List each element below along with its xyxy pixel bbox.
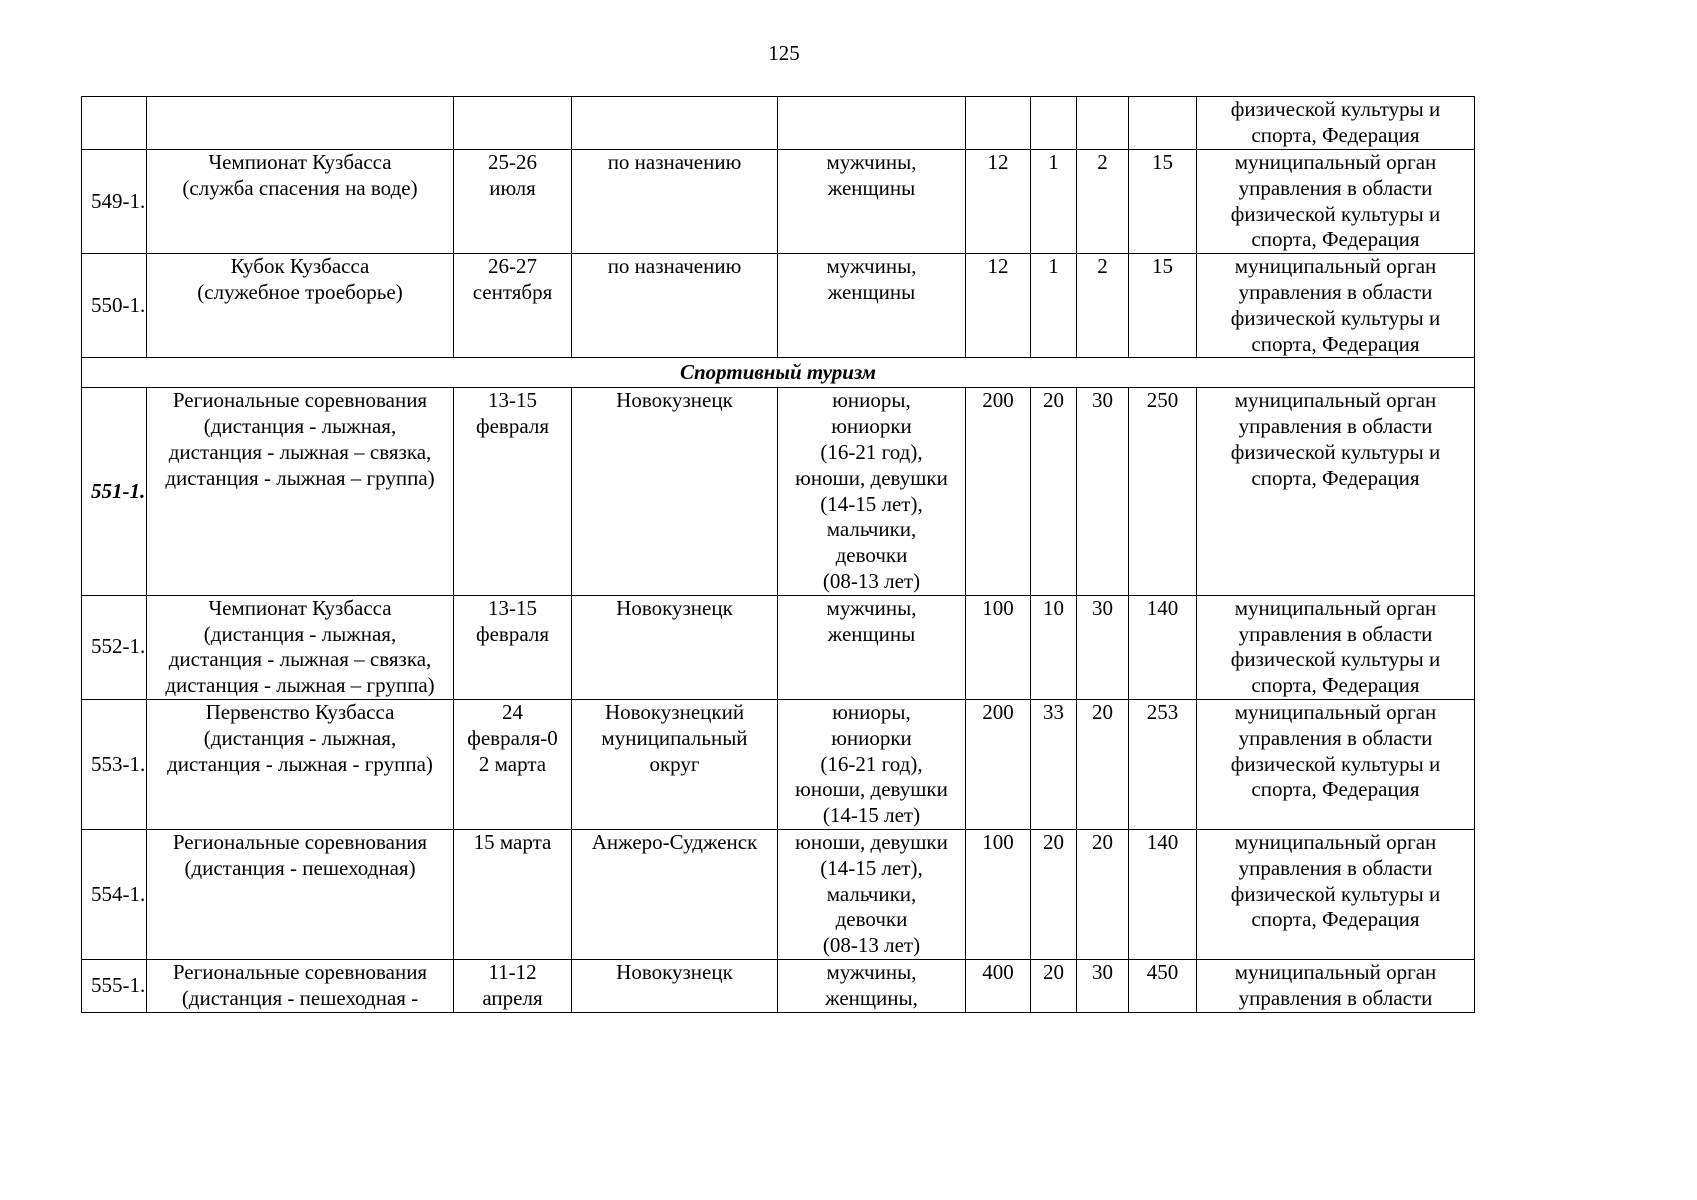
cell-participants: мужчины, женщины [778,254,966,358]
cell-participants: юноши, девушки (14-15 лет), мальчики, девочки (08-13 лет) [778,829,966,959]
table-body-after-section [82,388,1475,1012]
cell-organizer: муниципальный орган управления в области физической культуры и спорта, Федерация [1197,150,1475,254]
section-header-row [82,358,1475,388]
cell-organizer: муниципальный орган управления в области физической культуры и спорта, Федерация [1197,388,1475,595]
carry-over-participants-cell [778,97,966,150]
cell-n2: 1 [1031,254,1077,358]
page-number: 125 [768,41,800,65]
cell-n3: 20 [1077,829,1129,959]
carry-over-place-cell [572,97,778,150]
table-row [82,959,1475,1012]
cell-place: по назначению [572,254,778,358]
cell-name: Чемпионат Кузбасса (служба спасения на воде) [147,150,454,254]
cell-place: Анжеро-Судженск [572,829,778,959]
cell-date: 13-15 февраля [454,595,572,699]
cell-n1: 200 [966,699,1031,829]
cell-participants: юниоры, юниорки (16-21 год), юноши, девушки (14-15 лет) [778,699,966,829]
cell-date: 25-26 июля [454,150,572,254]
cell-n3: 30 [1077,388,1129,595]
carry-over-n2-cell [1031,97,1077,150]
cell-n2: 20 [1031,388,1077,595]
cell-n3: 2 [1077,150,1129,254]
cell-name: Кубок Кузбасса (служебное троеборье) [147,254,454,358]
cell-participants: мужчины, женщины [778,595,966,699]
cell-n1: 12 [966,254,1031,358]
cell-num: 551-1. [82,388,147,595]
cell-total: 140 [1129,595,1197,699]
cell-num: 553-1. [82,699,147,829]
cell-n3: 20 [1077,699,1129,829]
cell-num: 552-1. [82,595,147,699]
cell-name: Региональные соревнования (дистанция - лыжная, дистанция - лыжная – связка, дистанция - лыжная – группа) [147,388,454,595]
cell-name: Чемпионат Кузбасса (дистанция - лыжная, дистанция - лыжная – связка, дистанция - лыжная – группа) [147,595,454,699]
cell-n2: 10 [1031,595,1077,699]
cell-total: 15 [1129,150,1197,254]
carry-over-date-cell [454,97,572,150]
cell-total: 140 [1129,829,1197,959]
cell-num: 550-1. [82,254,147,358]
cell-place: Новокузнецк [572,388,778,595]
section-body [82,358,1475,388]
carry-over-n1-cell [966,97,1031,150]
cell-n1: 200 [966,388,1031,595]
cell-date: 11-12 апреля [454,959,572,1012]
table-row [82,388,1475,595]
cell-organizer: муниципальный орган управления в области физической культуры и спорта, Федерация [1197,254,1475,358]
cell-organizer: муниципальный орган управления в области физической культуры и спорта, Федерация [1197,595,1475,699]
cell-num: 549-1. [82,150,147,254]
cell-n1: 100 [966,829,1031,959]
cell-name: Первенство Кузбасса (дистанция - лыжная, дистанция - лыжная - группа) [147,699,454,829]
cell-organizer: муниципальный орган управления в области физической культуры и спорта, Федерация [1197,699,1475,829]
cell-n3: 2 [1077,254,1129,358]
events-table [81,96,1475,1013]
section-title: Спортивный туризм [82,358,1475,388]
table-body-before-section [82,97,1475,358]
carry-over-num-cell [82,97,147,150]
cell-name: Региональные соревнования (дистанция - пешеходная) [147,829,454,959]
table-row [82,595,1475,699]
cell-n1: 100 [966,595,1031,699]
cell-participants: мужчины, женщины, [778,959,966,1012]
cell-n2: 33 [1031,699,1077,829]
cell-n2: 20 [1031,829,1077,959]
cell-total: 253 [1129,699,1197,829]
cell-n2: 1 [1031,150,1077,254]
cell-n1: 400 [966,959,1031,1012]
carry-over-row [82,97,1475,150]
cell-date: 15 марта [454,829,572,959]
cell-n3: 30 [1077,595,1129,699]
cell-total: 250 [1129,388,1197,595]
carry-over-name-cell [147,97,454,150]
cell-total: 450 [1129,959,1197,1012]
cell-participants: мужчины, женщины [778,150,966,254]
cell-n2: 20 [1031,959,1077,1012]
table-row [82,254,1475,358]
cell-date: 13-15 февраля [454,388,572,595]
cell-name: Региональные соревнования (дистанция - пешеходная - [147,959,454,1012]
cell-date: 24 февраля-0 2 марта [454,699,572,829]
cell-organizer: муниципальный орган управления в области физической культуры и спорта, Федерация [1197,829,1475,959]
cell-total: 15 [1129,254,1197,358]
carry-over-n3-cell [1077,97,1129,150]
carry-over-total-cell [1129,97,1197,150]
cell-participants: юниоры, юниорки (16-21 год), юноши, девушки (14-15 лет), мальчики, девочки (08-13 лет) [778,388,966,595]
cell-num: 555-1. [82,959,147,1012]
cell-n3: 30 [1077,959,1129,1012]
table-row [82,699,1475,829]
cell-date: 26-27 сентября [454,254,572,358]
cell-place: Новокузнецкий муниципальный округ [572,699,778,829]
table-row [82,829,1475,959]
cell-num: 554-1. [82,829,147,959]
cell-n1: 12 [966,150,1031,254]
cell-place: по назначению [572,150,778,254]
table-row [82,150,1475,254]
cell-place: Новокузнецк [572,959,778,1012]
carry-over-organizer-cell: физической культуры и спорта, Федерация [1197,97,1475,150]
cell-place: Новокузнецк [572,595,778,699]
cell-organizer: муниципальный орган управления в области [1197,959,1475,1012]
